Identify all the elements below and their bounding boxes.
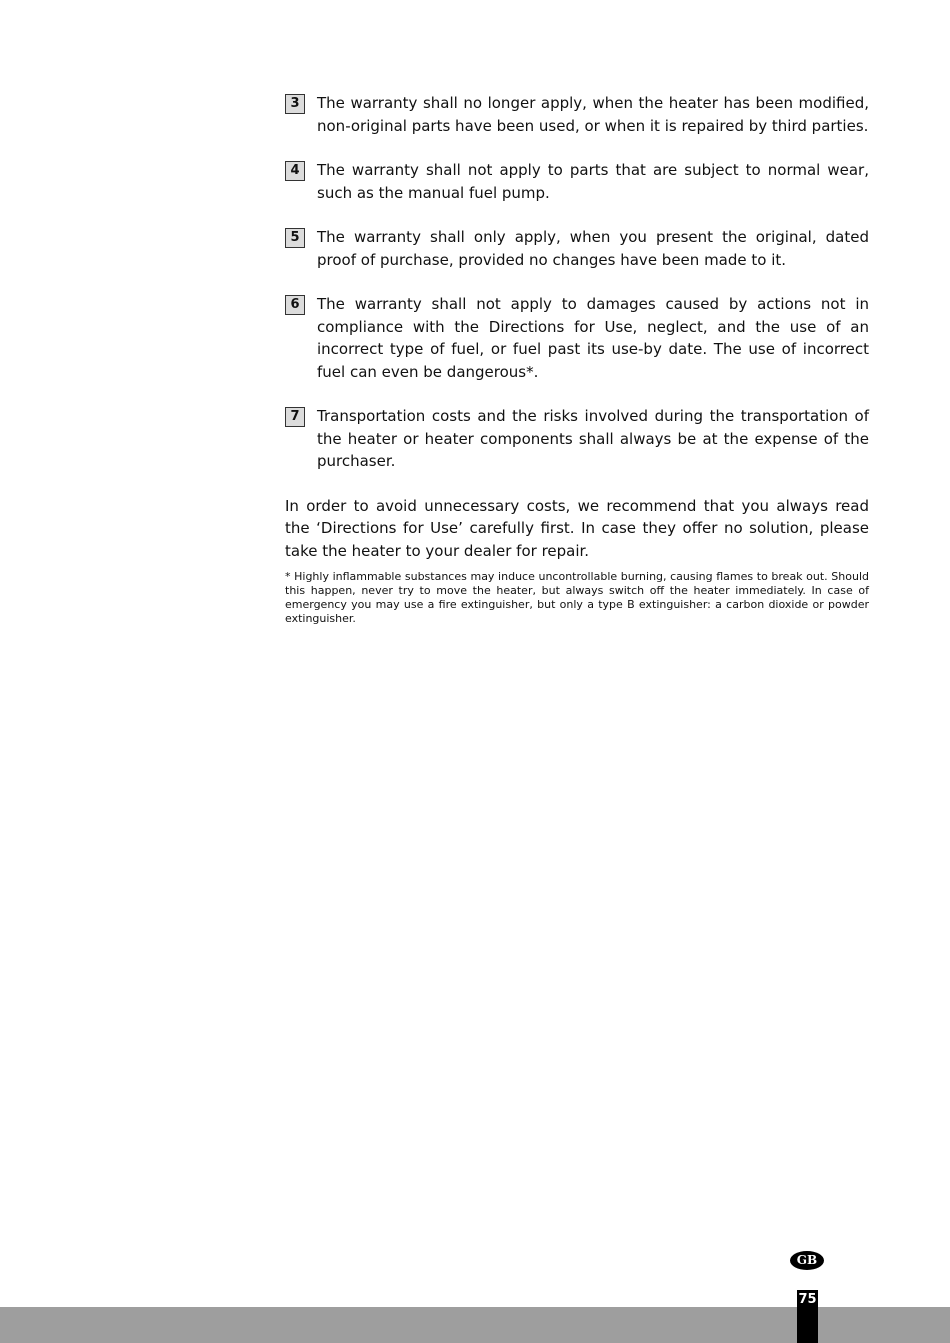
item-number-box: 7 bbox=[285, 407, 305, 427]
recommendation-paragraph: In order to avoid unnecessary costs, we recommend that you always read the ‘Directions for Use’ carefully first. In case they offer no solution, please take the heater to your dealer for repair. bbox=[285, 496, 869, 560]
item-text: The warranty shall no longer apply, when the heater has been modified, non-original parts have been used, or when it is repaired by third parties. bbox=[317, 94, 869, 135]
item-text: The warranty shall not apply to damages caused by actions not in compliance with the Directions for Use, neglect, and the use of an incorrect type of fuel, or fuel past its use-by date. The use of incorrect fuel can even be dangerous*. bbox=[317, 295, 869, 381]
item-number-box: 3 bbox=[285, 94, 305, 114]
language-badge: GB bbox=[790, 1251, 824, 1270]
item-text: The warranty shall only apply, when you present the original, dated proof of purchase, provided no changes have been made to it. bbox=[317, 228, 869, 269]
item-text: The warranty shall not apply to parts that are subject to normal wear, such as the manual fuel pump. bbox=[317, 161, 869, 202]
warranty-section bbox=[285, 92, 869, 626]
warranty-item bbox=[285, 159, 869, 204]
item-text: Transportation costs and the risks involved during the transportation of the heater or heater components shall always be at the expense of the purchaser. bbox=[317, 407, 869, 470]
item-number-box: 5 bbox=[285, 228, 305, 248]
warranty-item bbox=[285, 405, 869, 473]
item-number-box: 6 bbox=[285, 295, 305, 315]
warranty-item bbox=[285, 293, 869, 383]
warranty-item bbox=[285, 226, 869, 271]
item-number-box: 4 bbox=[285, 161, 305, 181]
footnote: * Highly inflammable substances may induce uncontrollable burning, causing flames to break out. Should this happen, never try to move the heater, but always switch off the heater immediately. In case of emergency you may use a fire extinguisher, but only a type B extinguisher: a carbon dioxide or powder extinguisher. bbox=[285, 570, 869, 625]
page-number: 75 bbox=[797, 1290, 818, 1343]
warranty-item bbox=[285, 92, 869, 137]
